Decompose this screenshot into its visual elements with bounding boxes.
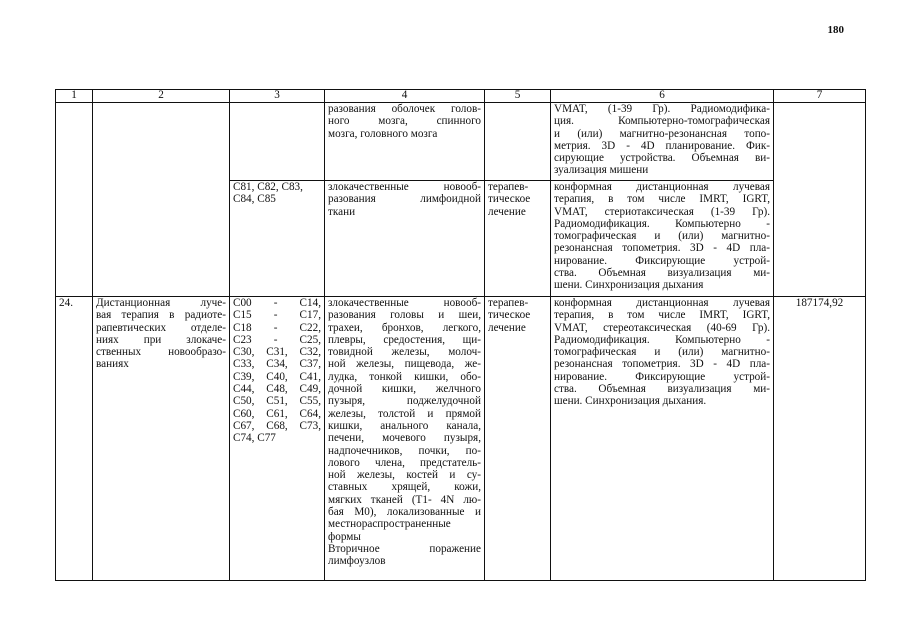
cell-text-line: злокачественные новооб-	[328, 297, 481, 309]
cell-text-line: тическое	[488, 193, 531, 206]
cell-text-line: Радиомодификация. Компьютерно -	[554, 217, 770, 230]
cell-text-line: C39, C40, C41,	[233, 370, 321, 383]
cell-text-line: лудка, тонкой кишки, обо-	[328, 370, 481, 383]
cell-text-line: ства. Объемная визуализация ми-	[554, 267, 770, 280]
cell-text-line: мягких тканей (T1- 4N лю-	[328, 493, 481, 506]
cell-text-line: вая терапия в радиоте-	[96, 309, 226, 322]
cell-text-line: ция. Компьютерно-томографическая	[554, 115, 770, 128]
cell-text-line: бая M0), локализованные и	[328, 506, 481, 519]
cell-text-line: и (или) магнитно-резонансная топо-	[554, 127, 770, 140]
cell-text-line: ваниях	[96, 358, 129, 371]
method-cell	[551, 181, 774, 297]
cell-text-line: ной железы, костей и су-	[328, 469, 481, 482]
cost-cell	[774, 103, 866, 297]
column-number: 7	[774, 90, 866, 103]
column-number: 2	[93, 90, 230, 103]
cell-text-line: конформная дистанционная лучевая	[554, 181, 770, 193]
cell-text-line: шени. Синхронизация дыхания.	[554, 395, 707, 408]
cell-text-line: нирование. Фиксирующие устрой-	[554, 254, 770, 267]
cell-text-line: шени. Синхронизация дыхания	[554, 279, 704, 292]
cell-text-line: ставных хрящей, кожи,	[328, 481, 481, 494]
cell-text-line: C18 - C22,	[233, 321, 321, 334]
cell-text-line: 24.	[59, 297, 73, 309]
cell-text-line: разования лимфоидной	[328, 193, 481, 206]
cell-text-line: местнораспространенные	[328, 518, 451, 531]
cell-text-line: формы	[328, 530, 361, 543]
cell-text-line: C60, C61, C64,	[233, 407, 321, 420]
cell-text-line: мозга, головного мозга	[328, 127, 438, 140]
diagnosis-cell	[325, 297, 485, 581]
diagnosis-cell	[325, 103, 485, 181]
icd-codes-cell	[230, 181, 325, 297]
cell-text-line: сирующие устройства. Объемная ви-	[554, 152, 770, 165]
cell-text-line: дочной кишки, желчного	[328, 383, 481, 396]
cell-text-line: терапия, в том числе IMRT, IGRT,	[554, 193, 770, 206]
row-number-cell	[56, 297, 93, 581]
column-number: 4	[325, 90, 485, 103]
method-cell	[551, 297, 774, 581]
cell-text-line: надпочечников, почки, по-	[328, 444, 481, 457]
cell-text-line: VMAT, стереотаксическая (40-69 Гр).	[554, 321, 770, 334]
cell-text-line: 187174,92	[795, 297, 844, 309]
service-name-cell	[93, 103, 230, 297]
column-number: 5	[485, 90, 551, 103]
cell-text-line: VMAT, стериотаксическая (1-39 Гр).	[554, 205, 770, 218]
page-number: 180	[827, 24, 844, 36]
service-name-cell	[93, 297, 230, 581]
row-number-cell	[56, 103, 93, 297]
cell-text-line: злокачественные новооб-	[328, 181, 481, 193]
icd-codes-cell	[230, 103, 325, 181]
cell-text-line: C00 - C14,	[233, 297, 321, 309]
cell-text-line: ства. Объемная визуализация ми-	[554, 383, 770, 396]
cell-text-line: терапия, в том числе IMRT, IGRT,	[554, 309, 770, 322]
column-number-row	[56, 90, 866, 103]
cell-text-line: ткани	[328, 205, 356, 218]
cell-text-line: разования оболочек голов-	[328, 103, 481, 115]
cell-text-line: Дистанционная луче-	[96, 297, 226, 309]
treatment-type-cell	[485, 103, 551, 181]
cell-text-line: разования головы и шеи,	[328, 309, 481, 322]
cell-text-line: C30, C31, C32,	[233, 346, 321, 359]
cell-text-line: терапев-	[488, 297, 529, 309]
treatment-type-cell	[485, 181, 551, 297]
cell-text-line: плевры, средостения, щи-	[328, 333, 481, 346]
cell-text-line: товидной железы, молоч-	[328, 346, 481, 359]
cell-text-line: лимфоузлов	[328, 555, 386, 568]
cell-text-line: печени, мочевого пузыря,	[328, 432, 481, 445]
icd-codes-cell	[230, 297, 325, 581]
cell-text-line: лового члена, предстатель-	[328, 456, 481, 469]
cell-text-line: томографическая и (или) магнитно-	[554, 230, 770, 243]
cell-text-line: ной железы, пищевода, же-	[328, 358, 481, 371]
cell-text-line: тическое	[488, 309, 531, 322]
cell-text-line: трахеи, бронхов, легкого,	[328, 321, 481, 334]
cell-text-line: Радиомодификация. Компьютерно -	[554, 333, 770, 346]
cell-text-line: пузыря, поджелудочной	[328, 395, 481, 408]
cell-text-line: зуализация мишени	[554, 164, 649, 177]
cell-text-line: ниях при злокаче-	[96, 333, 226, 346]
cost-cell	[774, 297, 866, 581]
cell-text-line: лечение	[488, 321, 526, 334]
cell-text-line: метрия. 3D - 4D планирование. Фик-	[554, 139, 770, 152]
cell-text-line: C74, C77	[233, 432, 276, 445]
column-number: 6	[551, 90, 774, 103]
cell-text-line: C44, C48, C49,	[233, 383, 321, 396]
cell-text-line: лечение	[488, 205, 526, 218]
treatment-type-cell	[485, 297, 551, 581]
table-row	[56, 103, 866, 181]
tariff-table	[55, 89, 866, 581]
cell-text-line: C67, C68, C73,	[233, 419, 321, 432]
cell-text-line: C15 - C17,	[233, 309, 321, 322]
cell-text-line: кишки, анального канала,	[328, 419, 481, 432]
cell-text-line: Вторичное поражение	[328, 542, 481, 555]
cell-text-line: C23 - C25,	[233, 333, 321, 346]
cell-text-line: терапев-	[488, 181, 529, 193]
table-row	[56, 297, 866, 581]
cell-text-line: резонансная топометрия. 3D - 4D пла-	[554, 358, 770, 371]
cell-text-line: C81, C82, C83,	[233, 181, 303, 193]
cell-text-line: железы, толстой и прямой	[328, 407, 481, 420]
cell-text-line: конформная дистанционная лучевая	[554, 297, 770, 309]
cell-text-line: C84, C85	[233, 193, 276, 206]
cell-text-line: ственных новообразо-	[96, 346, 226, 359]
method-cell	[551, 103, 774, 181]
cell-text-line: C33, C34, C37,	[233, 358, 321, 371]
diagnosis-cell	[325, 181, 485, 297]
column-number: 3	[230, 90, 325, 103]
cell-text-line: нирование. Фиксирующие устрой-	[554, 370, 770, 383]
cell-text-line: ного мозга, спинного	[328, 115, 481, 128]
column-number: 1	[56, 90, 93, 103]
cell-text-line: VMAT, (1-39 Гр). Радиомодифика-	[554, 103, 770, 115]
cell-text-line: рапевтических отделе-	[96, 321, 226, 334]
cell-text-line: резонансная топометрия. 3D - 4D пла-	[554, 242, 770, 255]
cell-text-line: томографическая и (или) магнитно-	[554, 346, 770, 359]
cell-text-line: C50, C51, C55,	[233, 395, 321, 408]
